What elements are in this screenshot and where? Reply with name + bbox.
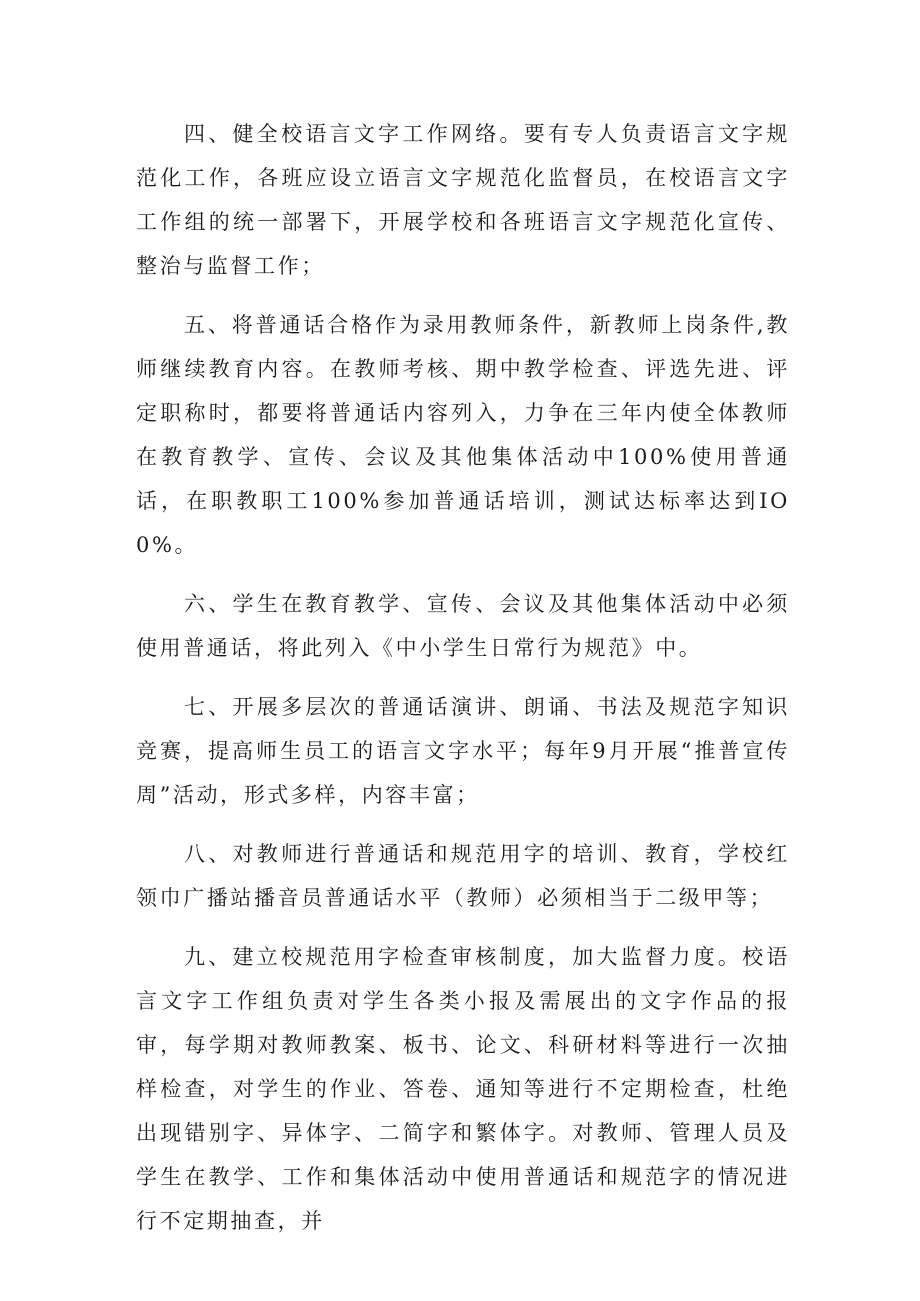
paragraph-9: 九、建立校规范用字检查审核制度，加大监督力度。校语言文字工作组负责对学生各类小报及需展出的文字作品的报审，每学期对教师教案、板书、论文、科研材料等进行一次抽样检查，对学生的作业、答卷、通知等进行不定期检查，杜绝出现错别字、异体字、二简字和繁体字。对教师、管理人员及学生在教学、工作和集体活动中使用普通话和规范字的情况进行不定期抽查，并 [136, 945, 790, 1233]
paragraph-7: 七、开展多层次的普通话演讲、朗诵、书法及规范字知识竞赛，提高师生员工的语言文字水平；每年9月开展“推普宣传周”活动，形式多样，内容丰富； [136, 695, 790, 807]
paragraph-4: 四、健全校语言文字工作网络。要有专人负责语言文字规范化工作，各班应设立语言文字规范化监督员，在校语言文字工作组的统一部署下，开展学校和各班语言文字规范化宣传、整治与监督工作； [136, 122, 790, 278]
document-body [136, 112, 790, 1258]
paragraph-5: 五、将普通话合格作为录用教师条件，新教师上岗条件,教师继续教育内容。在教师考核、期中教学检查、评选先进、评定职称时，都要将普通话内容列入，力争在三年内使全体教师在教育教学、宣传、会议及其他集体活动中100%使用普通话，在职教职工100%参加普通话培训，测试达标率达到IO0%。 [136, 313, 790, 557]
paragraph-8: 八、对教师进行普通话和规范用字的培训、教育，学校红领巾广播站播音员普通话水平（教师）必须相当于二级甲等； [136, 842, 790, 910]
paragraph-6: 六、学生在教育教学、宣传、会议及其他集体活动中必须使用普通话，将此列入《中小学生日常行为规范》中。 [136, 592, 790, 660]
